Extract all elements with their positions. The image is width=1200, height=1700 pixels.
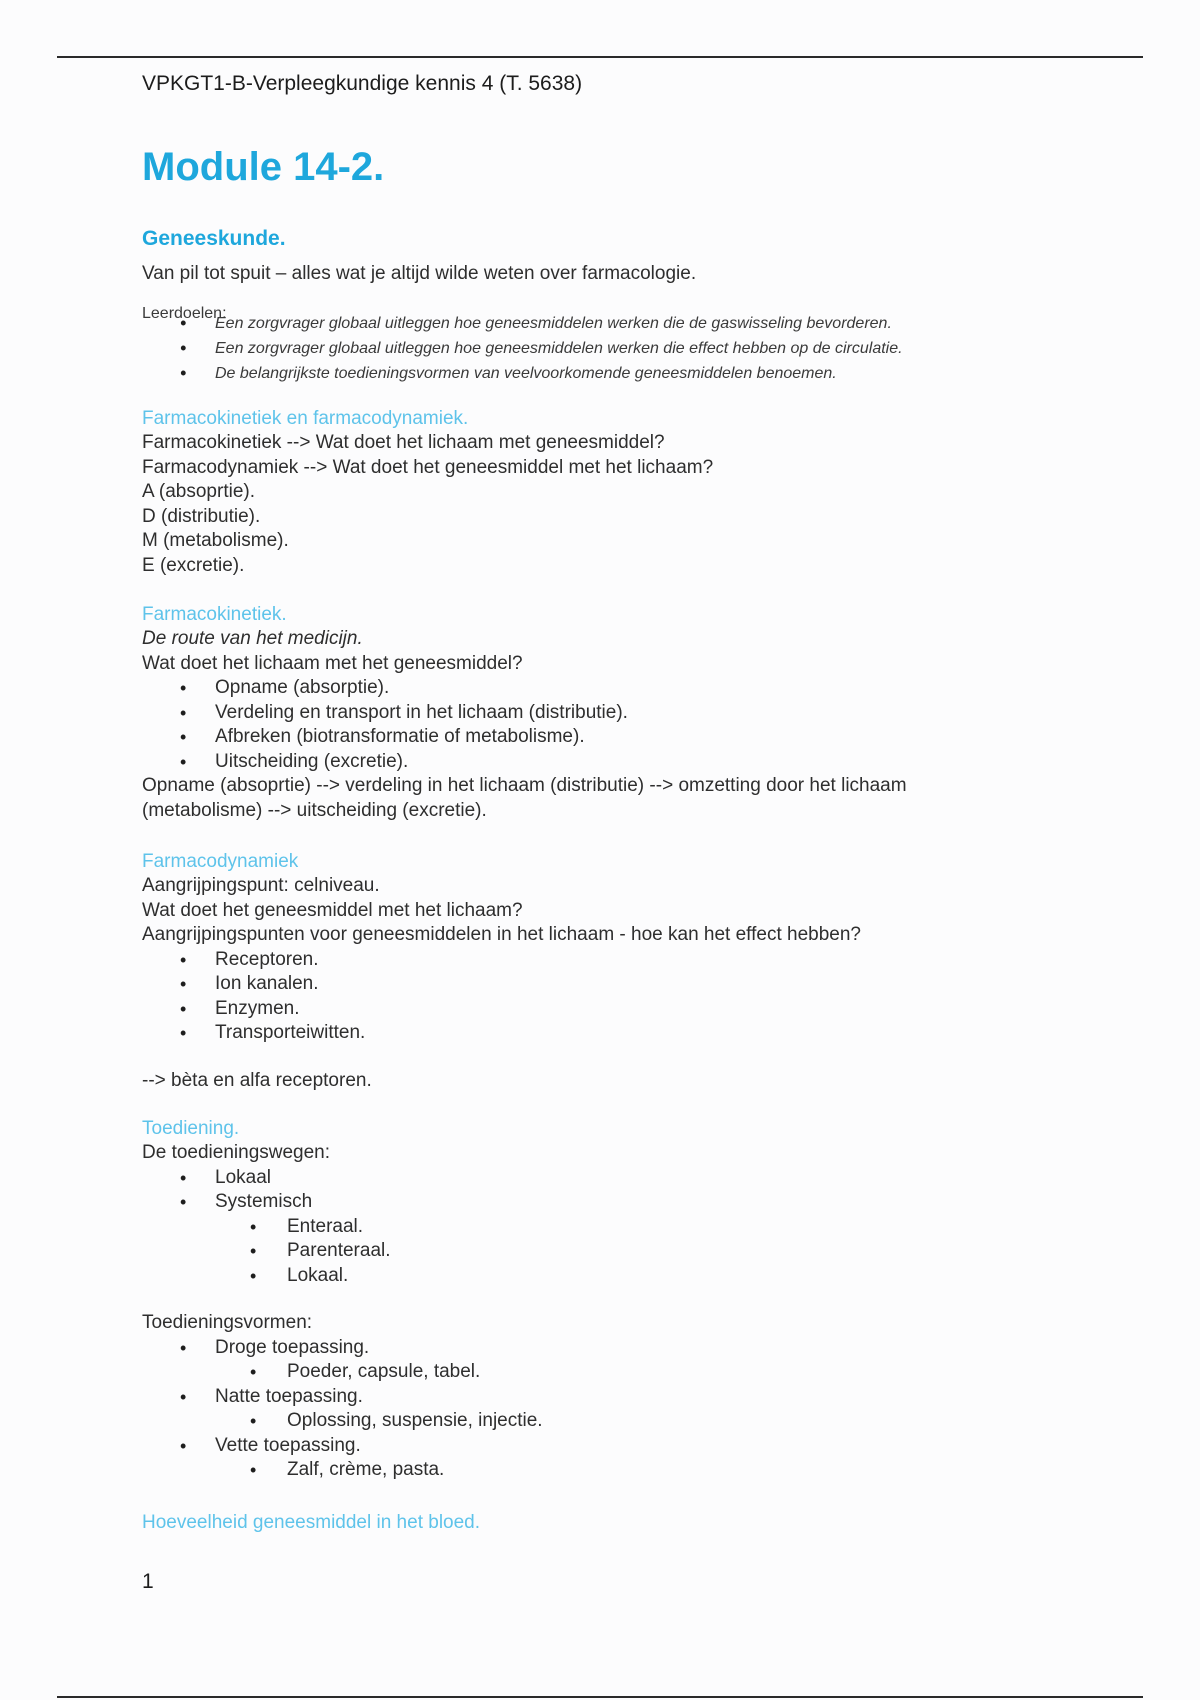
- summary-line: Opname (absoprtie) --> verdeling in het lichaam (distributie) --> omzetting door het lichaam: [142, 775, 907, 796]
- list-item: • Uitscheiding (excretie).: [142, 750, 1102, 775]
- section-heading-blood-level: Hoeveelheid geneesmiddel in het bloed.: [142, 1512, 481, 1533]
- text-line: Farmacokinetiek --> Wat doet het lichaam met geneesmiddel?: [142, 432, 665, 453]
- list-item: • Parenteraal.: [142, 1239, 1102, 1264]
- routes-label: De toedieningswegen:: [142, 1142, 331, 1163]
- section-heading-kinetics: Farmacokinetiek.: [142, 604, 287, 625]
- section-administration-forms: [142, 1311, 1102, 1483]
- intro-heading: Geneeskunde.: [142, 227, 286, 250]
- list-item: • De belangrijkste toedieningsvormen van veelvoorkomende geneesmiddelen benoemen.: [142, 361, 1102, 386]
- section-kinetics-dynamics-body: [142, 431, 713, 578]
- summary-line: (metabolisme) --> uitscheiding (excretie).: [142, 799, 487, 821]
- document-header-title: VPKGT1-B-Verpleegkundige kennis 4 (T. 5638): [142, 72, 583, 95]
- goals-list: [142, 311, 1102, 386]
- list-item: • Lokaal: [142, 1166, 1102, 1191]
- list-item: • Receptoren.: [142, 948, 1102, 973]
- list-item: • Natte toepassing.: [142, 1385, 1102, 1410]
- goals-label: Leerdoelen:: [142, 305, 227, 322]
- list-item: • Een zorgvrager globaal uitleggen hoe geneesmiddelen werken die de gaswisseling bevorderen.: [142, 311, 1102, 336]
- section-kinetics-body: [142, 627, 1102, 823]
- text-line: D (distributie).: [142, 505, 261, 527]
- text-line: Aangrijpingspunten voor geneesmiddelen in het lichaam - hoe kan het effect hebben?: [142, 924, 861, 945]
- bottom-divider: [57, 1696, 1143, 1698]
- intro-subtitle: Van pil tot spuit – alles wat je altijd wilde weten over farmacologie.: [142, 263, 697, 284]
- forms-label: Toedieningsvormen:: [142, 1312, 313, 1333]
- forms-list: [142, 1336, 1102, 1483]
- list-item: • Afbreken (biotransformatie of metabolisme).: [142, 725, 1102, 750]
- page-number: 1: [142, 1570, 154, 1593]
- section-dynamics-body: [142, 874, 1102, 1046]
- list-item: • Enzymen.: [142, 997, 1102, 1022]
- text-line: M (metabolisme).: [142, 530, 289, 551]
- section-heading-administration: Toediening.: [142, 1118, 240, 1139]
- section-heading-dynamics: Farmacodynamiek: [142, 851, 299, 872]
- list-item: • Poeder, capsule, tabel.: [142, 1360, 1102, 1385]
- section-heading-kinetics-dynamics: Farmacokinetiek en farmacodynamiek.: [142, 408, 469, 429]
- list-item: • Ion kanalen.: [142, 972, 1102, 997]
- top-divider: [57, 56, 1143, 58]
- text-line: A (absoprtie).: [142, 481, 255, 502]
- list-item: • Oplossing, suspensie, injectie.: [142, 1409, 1102, 1434]
- list-item: • Een zorgvrager globaal uitleggen hoe geneesmiddelen werken die effect hebben op de circulatie.: [142, 336, 1102, 361]
- text-line: E (excretie).: [142, 554, 245, 576]
- text-line: Aangrijpingspunt: celniveau.: [142, 875, 380, 896]
- routes-list: [142, 1166, 1102, 1289]
- receptor-note: --> bèta en alfa receptoren.: [142, 1070, 372, 1091]
- section-administration-routes: [142, 1141, 1102, 1288]
- dynamics-list: [142, 948, 1102, 1046]
- question-line: Wat doet het lichaam met het geneesmiddel?: [142, 652, 523, 674]
- kinetics-list: [142, 676, 1102, 774]
- list-item: • Verdeling en transport in het lichaam (distributie).: [142, 701, 1102, 726]
- list-item: • Vette toepassing.: [142, 1434, 1102, 1459]
- text-line: Wat doet het geneesmiddel met het lichaam?: [142, 899, 523, 921]
- list-item: • Zalf, crème, pasta.: [142, 1458, 1102, 1483]
- list-item: • Droge toepassing.: [142, 1336, 1102, 1361]
- list-item: • Opname (absorptie).: [142, 676, 1102, 701]
- italic-line: De route van het medicijn.: [142, 628, 363, 649]
- module-title: Module 14-2.: [142, 145, 385, 189]
- list-item: • Systemisch: [142, 1190, 1102, 1215]
- text-line: Farmacodynamiek --> Wat doet het geneesmiddel met het lichaam?: [142, 456, 714, 478]
- list-item: • Transporteiwitten.: [142, 1021, 1102, 1046]
- document-page: [142, 70, 1102, 1533]
- list-item: • Lokaal.: [142, 1264, 1102, 1289]
- list-item: • Enteraal.: [142, 1215, 1102, 1240]
